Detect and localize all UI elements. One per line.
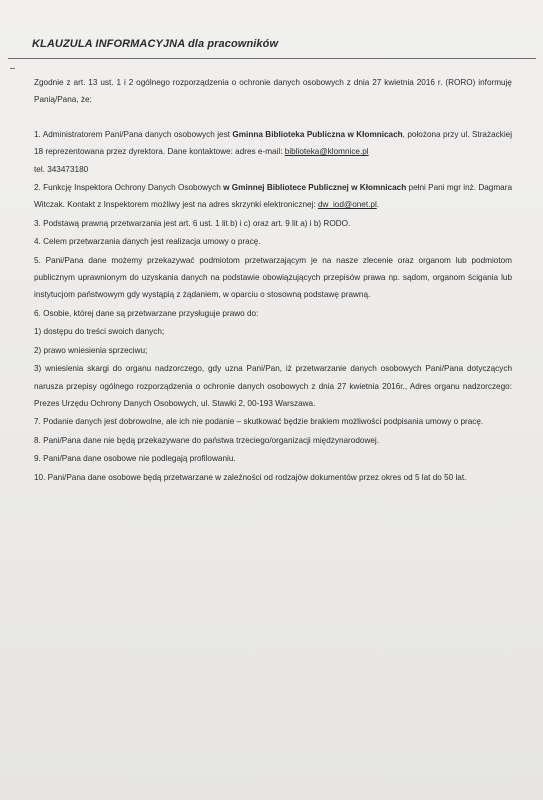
p2-email-link[interactable]: dw_iod@onet.pl — [317, 200, 377, 210]
intro-paragraph: Zgodnie z art. 13 ust. 1 i 2 ogólnego rozporządzenia o ochronie danych osobowych z dnia 27 kwietnia 2016 r. (RORO) informuję Panią/Pana, że: — [34, 78, 512, 105]
rights-item-3: 3) wniesienia skargi do organu nadzorczego, gdy uzna Pani/Pan, iż przetwarzanie danych osobowych Pani/Pana dotyczących narusza przepisy ogólnego rozporządzenia o ochronie danych osobowych z dnia 27 kwietnia 2016r., Adres organu nadzorczego: Prezes Urzędu Ochrony Danych Osobowych, ul. Stawki 2, 00-193 Warszawa. — [34, 364, 512, 408]
p2-library-name: w Gminnej Bibliotece Publicznej w Kłomnicach — [223, 183, 407, 193]
paragraph-1-administrator — [34, 126, 512, 161]
p1-mid: , położona przy ul. Strażackiej 18 reprezentowana przez dyrektora. Dane kontaktowe: adres e-mail: — [34, 129, 513, 157]
paragraph-8-third-country: 8. Pani/Pana dane nie będą przekazywane do państwa trzeciego/organizacji międzynarodowej. — [34, 435, 379, 445]
paragraph-6-rights: 6. Osobie, której dane są przetwarzane przysługuje prawo do: — [34, 308, 259, 318]
rights-item-1: 1) dostępu do treści swoich danych; — [34, 327, 165, 337]
margin-mark — [10, 68, 15, 69]
p1-library-name: Gminna Biblioteka Publiczna w Kłomnicach — [232, 129, 403, 139]
paragraph-7-voluntary: 7. Podanie danych jest dobrowolne, ale ich nie podanie – skutkować będzie brakiem możliwości podpisania umowy o pracę. — [34, 417, 484, 427]
document-body — [34, 74, 512, 486]
paragraph-spacer — [34, 109, 512, 126]
paragraph-5-recipients: 5. Pani/Pana dane możemy przekazywać podmiotom przetwarzającym je na nasze zlecenie oraz organom lub podmiotom publicznym uprawnionym do uzyskania danych na podstawie obowiązujących przepisów prawa np. sądom, organom ścigania lub instytucjom państwowym gdy wystąpią z żądaniem, w oparciu o stosowną podstawę prawną. — [34, 255, 512, 300]
p2-mid: pełni Pani mgr inż. Dagmara Witczak. Kontakt z Inspektorem możliwy jest na adres skrzynki elektronicznej: — [34, 183, 513, 210]
p2-suffix: . — [376, 200, 380, 210]
paragraph-3-legal-basis: 3. Podstawą prawną przetwarzania jest art. 6 ust. 1 lit b) i c) oraz art. 9 lit a) i b) RODO. — [34, 218, 351, 228]
document-title: KLAUZULA INFORMACYJNA dla pracowników — [32, 38, 279, 50]
p1-email-link[interactable]: biblioteka@klomnice.pl — [284, 147, 369, 157]
rights-item-2: 2) prawo wniesienia sprzeciwu; — [34, 345, 148, 355]
paragraph-2-inspector — [34, 179, 512, 214]
p2-prefix: 2. Funkcję Inspektora Ochrony Danych Osobowych — [34, 183, 224, 193]
paragraph-10-retention: 10. Pani/Pana dane osobowe będą przetwarzane w zależności od rodzajów dokumentów przez okres od 5 lat do 50 lat. — [34, 472, 467, 482]
paragraph-4-purpose: 4. Celem przetwarzania danych jest realizacja umowy o pracę. — [34, 237, 261, 247]
p1-prefix: 1. Administratorem Pani/Pana danych osobowych jest — [34, 129, 233, 139]
title-underline — [8, 58, 536, 59]
paragraph-1-phone: tel. 343473180 — [34, 164, 89, 174]
paragraph-9-profiling: 9. Pani/Pana dane osobowe nie podlegają profilowaniu. — [34, 454, 236, 464]
